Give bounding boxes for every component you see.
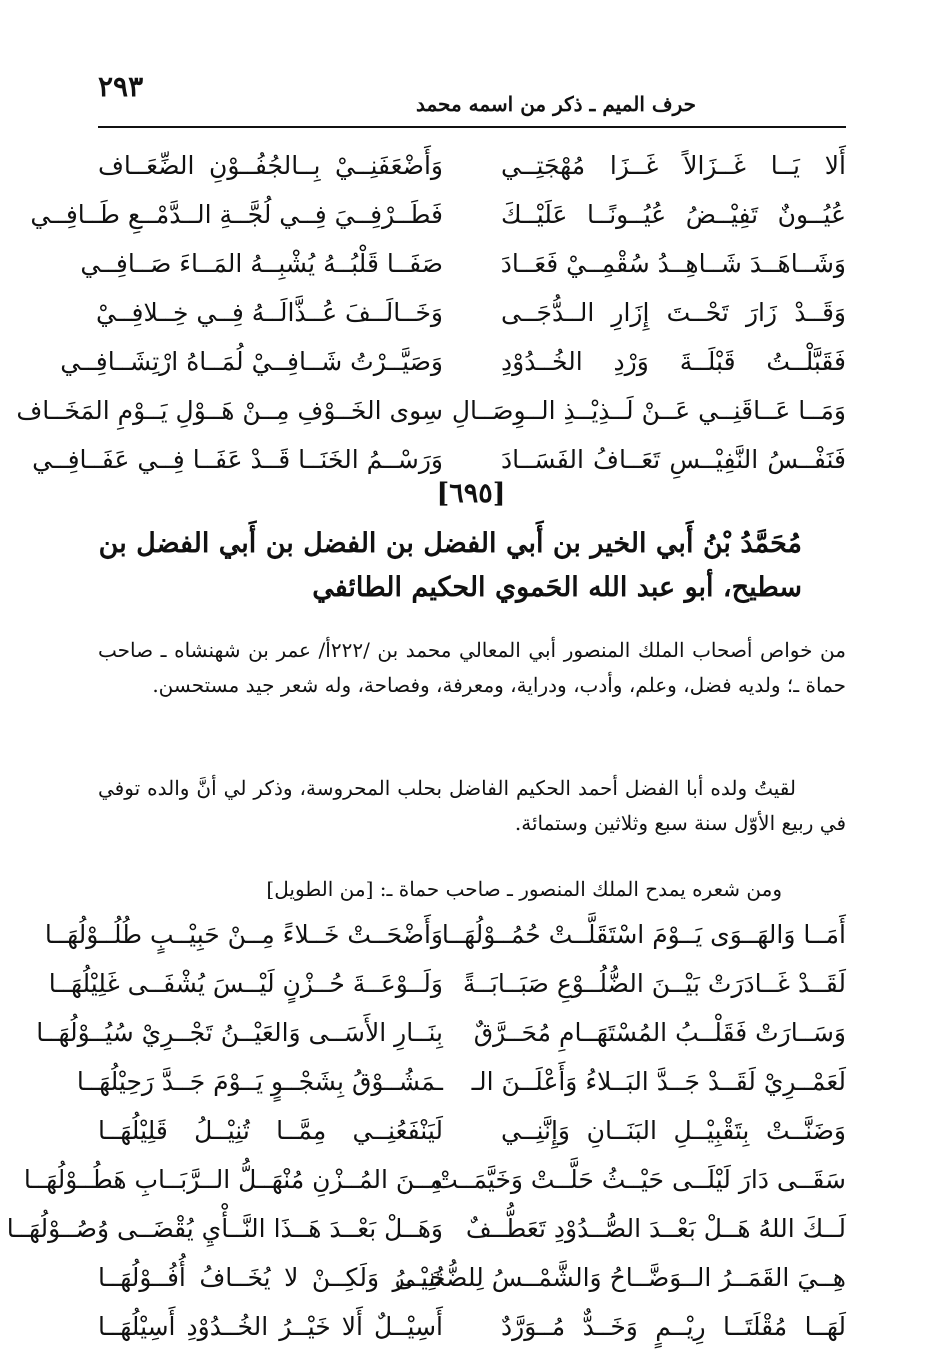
first-hemistich: وَشَــاهَــدَ شَــاهِــدُ سُقْمِــيْ فَعَــادَ — [500, 249, 846, 278]
poem-2 — [6, 912, 846, 1353]
biography-paragraph: من خواص أصحاب الملك المنصور أبي المعالي محمد بن /٢٢٢أ/ عمر بن شهنشاه ـ صاحب حماة ـ؛ ولديه فضل، وعلم، وأدب، ودراية، ومعرفة، وفصاحة، وله شعر جيد مستحسن. — [98, 638, 846, 697]
verse — [98, 1108, 846, 1157]
second-hemistich: ـمَشُــوْقُ بِشَجْــوٍ يَــوْمَ جَــدَّ رَحِيْلُهَــا — [76, 1067, 443, 1096]
verse — [80, 241, 846, 290]
first-hemistich: أَمَــا وَالهَــوَى يَــوْمَ اسْتَقَلَّــتْ حُمُــوْلُهَــا — [441, 920, 846, 949]
second-hemistich: وَرَسْــمُ الخَنَــا قَــدْ عَفَــا فِــي عَفَــافِــي — [32, 445, 443, 474]
entry-title: مُحَمَّدُ بْنُ أَبي الخير بن أَبي الفضل بن الفضل بن أَبي الفضل بن سطيح، أبو عبد الله الحَموي الحكيم الطائفي — [98, 528, 802, 603]
second-hemistich: وَأَضْحَــتْ خَــلاءً مِــنْ حَبِيْــبٍ طُلُــوْلُهَــا — [44, 920, 443, 949]
page-number: ٢٩٣ — [98, 70, 144, 103]
second-hemistich: أَسِيْــلٌ أَلا خَيْــرُ الخُــدُوْدِ أَسِيْلُهَــا — [98, 1312, 443, 1341]
first-hemistich: فَقَبَّلْــتُ قَبْلَــةَ وَرْدِ الخُــدُوْدِ — [501, 347, 846, 376]
first-hemistich: لَقَــدْ غَــادَرَتْ بَيْــنَ الضُّلُــوْعِ صَبَــابَــةً — [462, 969, 846, 998]
second-hemistich: سِوى الخَــوْفِ مِــنْ هَــوْلِ يَــوْمِ المَخَــاف — [16, 396, 443, 425]
second-hemistich: صَفَــا قَلْبُــهُ يُشْبِــهُ المَــاءَ صَــافِــي — [80, 249, 443, 278]
first-hemistich: وَسَــارَتْ فَقَلْــبُ المُسْتَهَــامِ مُحَــرَّقٌ — [473, 1018, 846, 1047]
poem-1 — [16, 143, 846, 486]
verse — [6, 1206, 846, 1255]
first-hemistich: لَهَــا مُقْلَتَــا رِيْــمٍ وَخَــدٌّ مُــوَرَّدٌ — [501, 1312, 846, 1341]
first-hemistich: وَقَــدْ زَارَ تَحْــتَ إِزَارِ الــدُّجَــى — [501, 298, 846, 327]
first-hemistich: عُيُــونٌ تَفِيْــضُ عُيُــونًــا عَلَيْــكَ — [501, 200, 846, 229]
first-hemistich: هِــيَ القَمَــرُ الــوَضَّــاحُ وَالشَّمْــسُ لِلضُّحَــى — [394, 1263, 846, 1292]
second-hemistich: وَأَضْعَفَنِــيْ بِــالجُفُــوْنِ الضِّعَــاف — [98, 151, 443, 180]
second-hemistich: وَهَــلْ بَعْــدَ هَــذَا النَّــأْيِ يُقْضَــى وُصُــوْلُهَــا — [6, 1214, 443, 1243]
first-hemistich: وَمَــا عَــاقَنِــي عَــنْ لَــذِيْــذِ الــوِصَــالِ — [451, 396, 846, 425]
verse — [98, 290, 846, 339]
second-hemistich: تُنِيْــرُ وَلَكِــنْ لا يُخَــافُ أُفُــوْلُهَــا — [98, 1263, 443, 1292]
verse — [76, 1059, 846, 1108]
verse — [60, 339, 846, 388]
running-title: حرف الميم ـ ذكر من اسمه محمد — [415, 92, 696, 116]
first-hemistich: سَقَــى دَارَ لَيْلَــى حَيْــثُ حَلَّــتْ وَخَيَّمَــتْ — [434, 1165, 846, 1194]
verse — [16, 388, 846, 437]
first-hemistich: لَــكَ اللهُ هَــلْ بَعْــدَ الصُّــدُوْدِ تَعَطُّــفٌ — [465, 1214, 846, 1243]
verse — [30, 192, 846, 241]
first-hemistich: أَلا يَــا غَــزَالاً غَــزَا مُهْجَتِــي — [501, 151, 846, 180]
death-paragraph: لقيتُ ولده أبا الفضل أحمد الحكيم الفاضل بحلب المحروسة، وذكر لي أنَّ والده توفي في ربيع الأوّل سنة سبع وثلاثين وستمائة. — [98, 776, 846, 835]
entry-number: [٦٩٥] — [436, 478, 506, 509]
verse — [48, 961, 846, 1010]
second-hemistich: وَخَــالَــفَ عُــذَّالَــهُ فِــي خِــلافِــيْ — [96, 298, 443, 327]
second-hemistich: مِــنَ المُــزْنِ مُنْهَــلُّ الــرَّبَــابِ هَطُــوْلُهَــا — [23, 1165, 443, 1194]
verse — [98, 143, 846, 192]
first-hemistich: لَعَمْــرِيْ لَقَــدْ جَــدَّ البَــلاءُ وَأَعْلَــنَ الـ — [471, 1067, 846, 1096]
poem-intro: ومن شعره يمدح الملك المنصور ـ صاحب حماة ـ: [من الطويل] — [266, 877, 782, 901]
verse — [98, 1304, 846, 1353]
second-hemistich: بِنَــارِ الأَسَــى وَالعَيْــنُ تَجْــرِيْ سُيُــوْلُهَــا — [36, 1018, 443, 1047]
first-hemistich: فَنَفْــسُ النَّفِيْــسِ تَعَــافُ الفَسَــادَ — [501, 445, 846, 474]
verse — [23, 1157, 846, 1206]
verse — [36, 1010, 846, 1059]
verse — [44, 912, 846, 961]
second-hemistich: وَصَيَّــرْتُ شَــافِــيْ لُمَــاهُ ارْتِشَــافِــي — [60, 347, 443, 376]
second-hemistich: فَطَــرْفِــيَ فِــي لُجَّــةِ الــدَّمْــعِ طَــافِــي — [30, 200, 443, 229]
second-hemistich: لَيَنْفَعُنِــي مِمَّــا تُنِيْــلُ قَلِيْلُهَــا — [98, 1116, 443, 1145]
first-hemistich: وَضَنَّــتْ بِتَقْبِيْــلِ البَنَــانِ وَإِنَّنِــي — [501, 1116, 846, 1145]
verse — [98, 1255, 846, 1304]
second-hemistich: وَلَــوْعَــةَ حُــزْنٍ لَيْــسَ يُشْفَــى غَلِيْلُهَــا — [48, 969, 443, 998]
page-header — [98, 68, 846, 128]
